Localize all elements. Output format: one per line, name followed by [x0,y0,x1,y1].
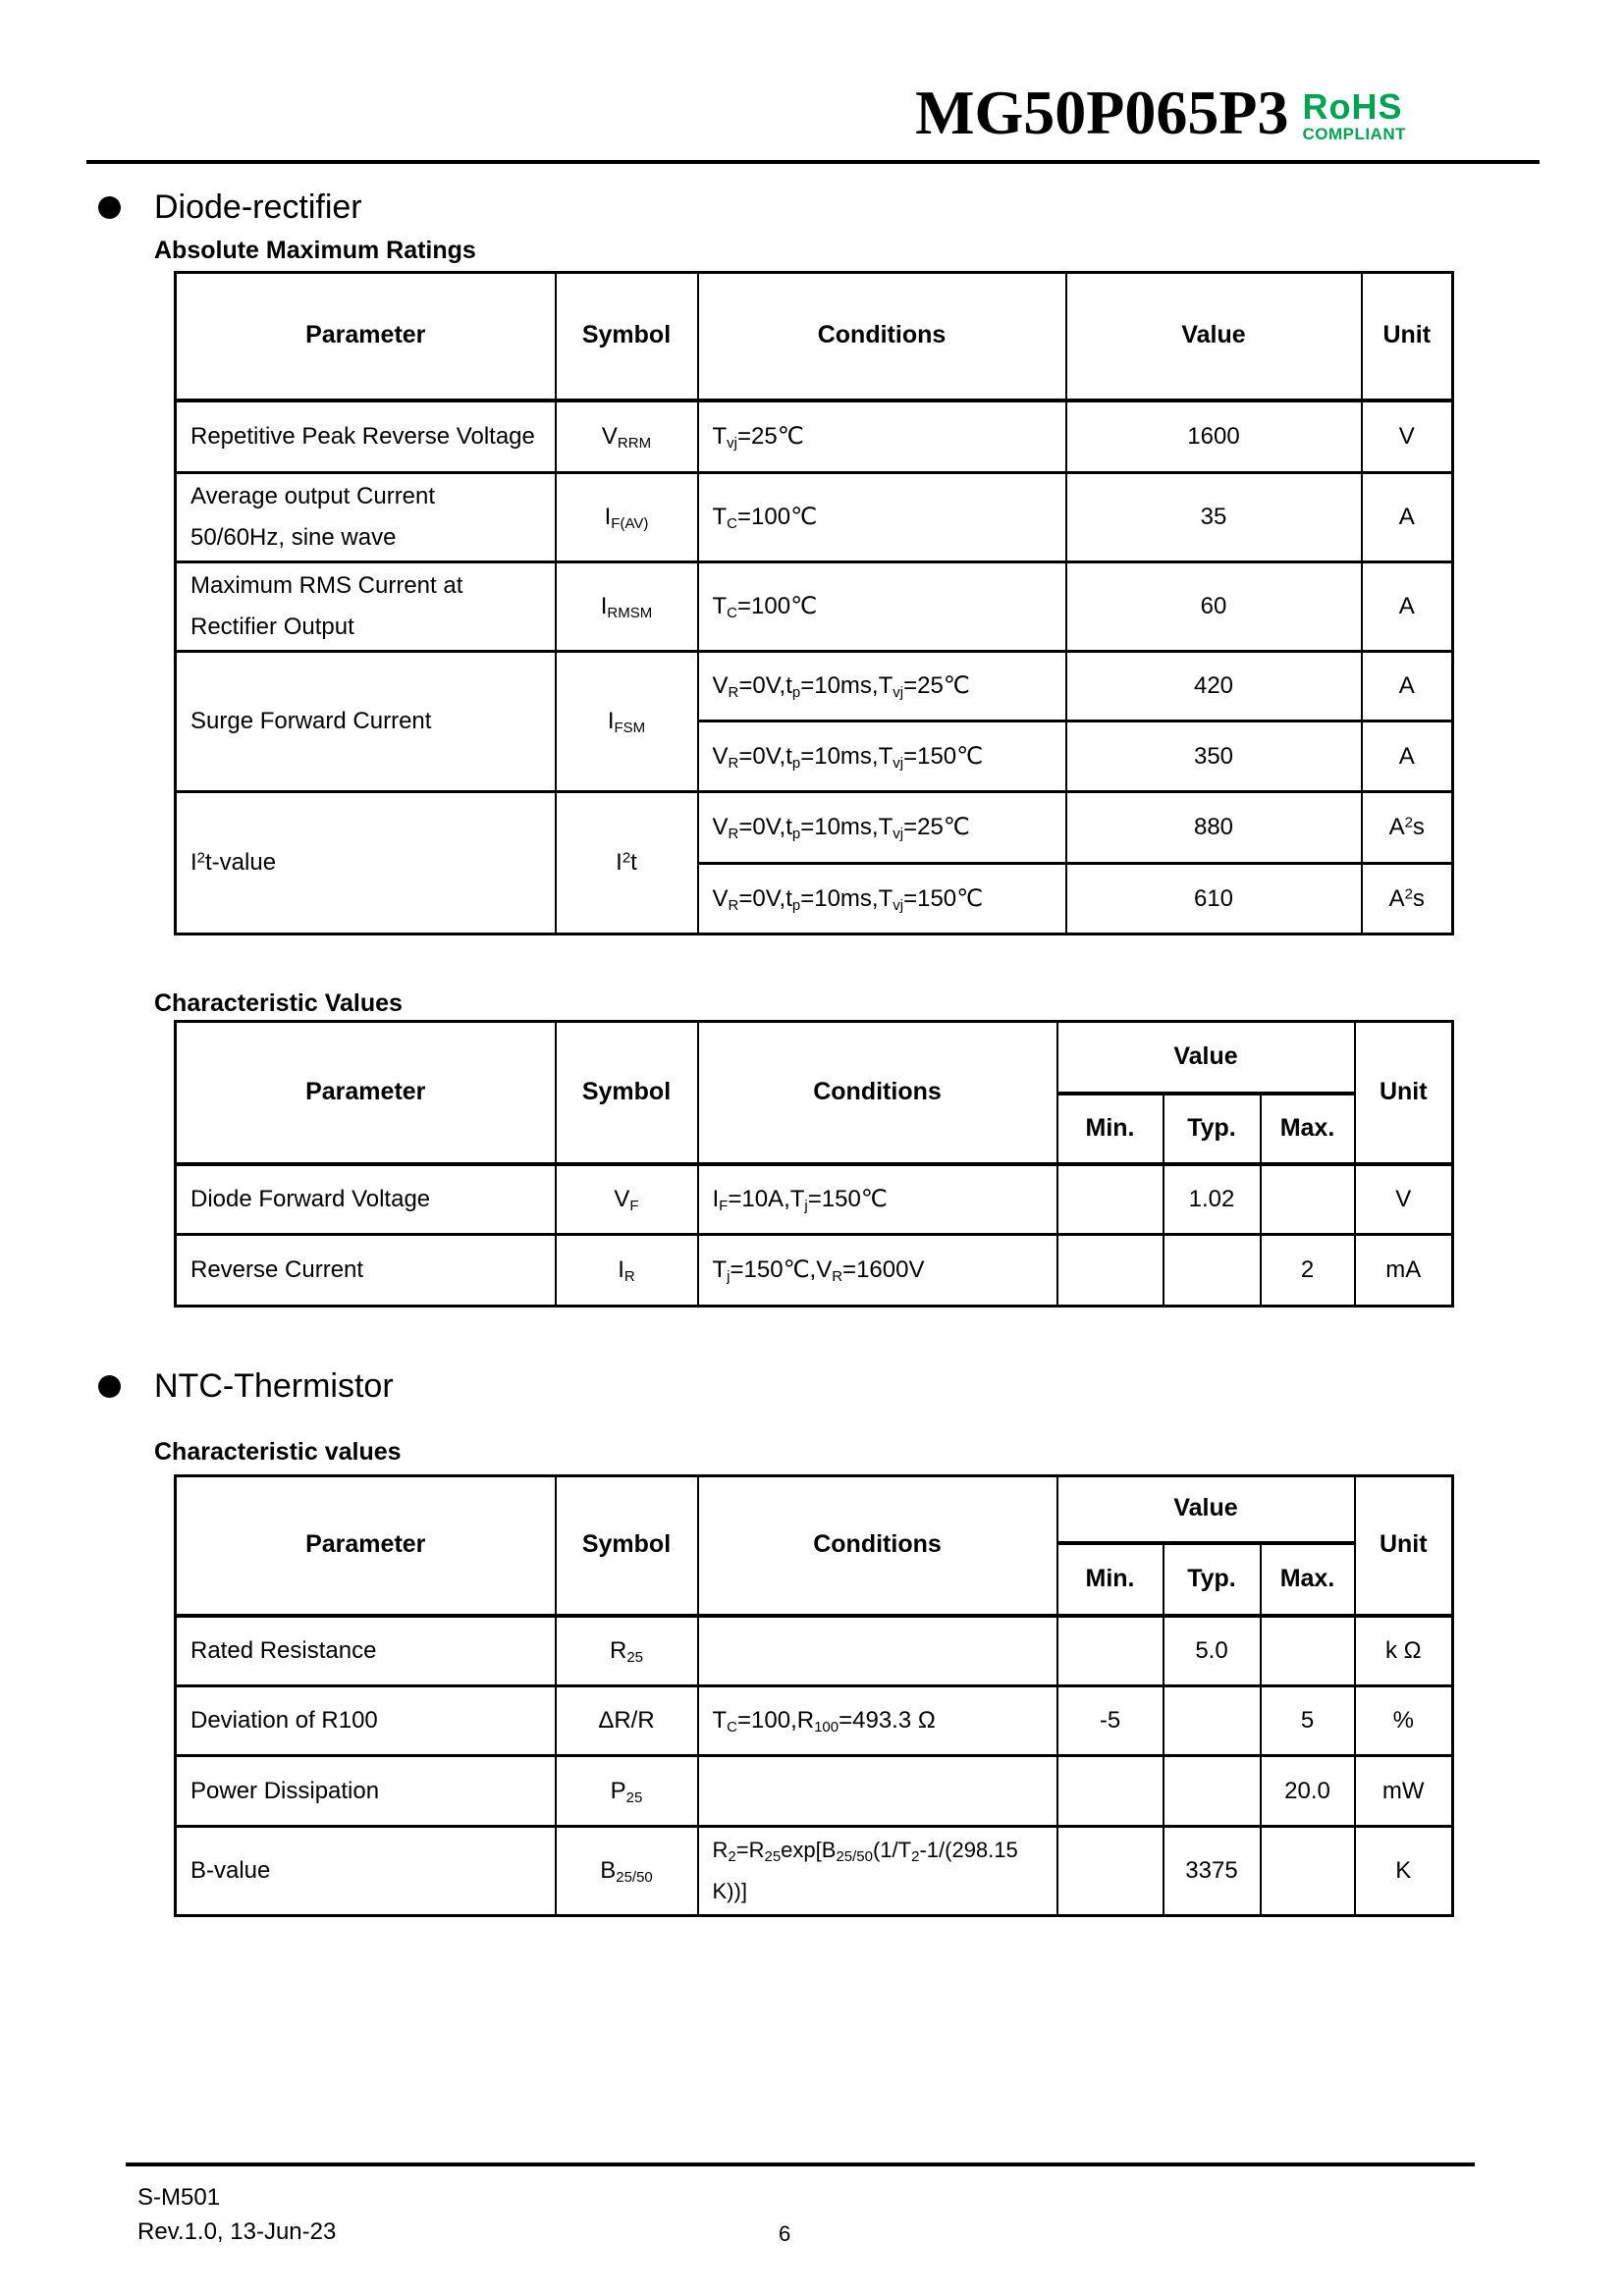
parameter-cell: Diode Forward Voltage [176,1164,556,1235]
symbol-cell: $I_R$ [556,1235,698,1307]
abs-max-table [174,271,1454,935]
table-header-row [176,1476,1453,1543]
typ-cell: 5.0 [1164,1616,1261,1686]
conditions-cell [698,1756,1057,1827]
col-parameter: Parameter [176,273,556,400]
parameter-cell: Rated Resistance [176,1616,556,1686]
col-symbol: Symbol [556,1022,698,1164]
table-row [176,1616,1453,1686]
max-cell: 5 [1261,1686,1355,1756]
symbol-cell: $P_{25}$ [556,1756,698,1827]
ntc-char-subtitle: Characteristic values [154,1438,402,1466]
unit-cell: A [1362,652,1453,721]
col-parameter: Parameter [176,1476,556,1616]
conditions-cell: $V_R=0V,t_p=10ms,T_{vj}=25℃$ [698,652,1066,721]
table-header-row [176,273,1453,400]
unit-cell: K [1355,1827,1453,1916]
conditions-cell: $V_R=0V,t_p=10ms,T_{vj}=25℃$ [698,792,1066,864]
symbol-cell: $I_{RMSM}$ [556,562,698,652]
doc-id: S-M501 [137,2184,221,2211]
abs-max-subtitle: Absolute Maximum Ratings [154,237,476,264]
unit-cell: $A^2s$ [1362,792,1453,864]
col-max: Max. [1261,1543,1355,1616]
col-min: Min. [1057,1094,1164,1164]
unit-cell: A [1362,721,1453,792]
min-cell: -5 [1057,1686,1164,1756]
max-cell [1261,1616,1355,1686]
unit-cell: mA [1355,1235,1453,1307]
table-row [176,652,1453,721]
typ-cell [1164,1686,1261,1756]
unit-cell: k Ω [1355,1616,1453,1686]
value-cell: 610 [1066,864,1362,934]
page-number: 6 [779,2221,791,2246]
col-max: Max. [1261,1094,1355,1164]
rohs-badge [1302,86,1406,144]
symbol-cell: $R_{25}$ [556,1616,698,1686]
symbol-cell: $I_{F(AV)}$ [556,473,698,562]
table-row [176,400,1453,473]
col-symbol: Symbol [556,1476,698,1616]
col-typ: Typ. [1164,1094,1261,1164]
unit-cell: A [1362,473,1453,562]
rohs-compliant-label: COMPLIANT [1302,124,1406,143]
parameter-cell: $I^2t$-value [176,792,556,934]
page-header [0,0,1624,160]
parameter-cell: Deviation of R100 [176,1686,556,1756]
diode-characteristic-table [174,1020,1454,1308]
conditions-cell: $I_F=10A,T_j=150℃$ [698,1164,1057,1235]
min-cell [1057,1827,1164,1916]
max-cell [1261,1164,1355,1235]
col-min: Min. [1057,1543,1164,1616]
table-row [176,1686,1453,1756]
value-cell: 35 [1066,473,1362,562]
typ-cell: 1.02 [1164,1164,1261,1235]
section-diode-rectifier [98,187,1624,227]
conditions-cell [698,1616,1057,1686]
parameter-cell: Maximum RMS Current at Rectifier Output [176,562,556,652]
conditions-cell: $T_C=100℃$ [698,562,1066,652]
max-cell: 20.0 [1261,1756,1355,1827]
table-row [176,1827,1453,1916]
table-row [176,1235,1453,1307]
min-cell [1057,1616,1164,1686]
col-typ: Typ. [1164,1543,1261,1616]
value-cell: 350 [1066,721,1362,792]
symbol-cell: $B_{25/50}$ [556,1827,698,1916]
ntc-characteristic-table [174,1474,1454,1917]
parameter-cell: Reverse Current [176,1235,556,1307]
rohs-label: RoHS [1302,86,1403,128]
diode-char-subtitle: Characteristic Values [154,989,403,1017]
revision: Rev.1.0, 13-Jun-23 [137,2218,337,2245]
value-cell: 60 [1066,562,1362,652]
table-row [176,792,1453,864]
symbol-cell: ΔR/R [556,1686,698,1756]
unit-cell: mW [1355,1756,1453,1827]
section-title-ntc: NTC-Thermistor [154,1367,394,1405]
symbol-cell: $V_F$ [556,1164,698,1235]
table-row [176,1756,1453,1827]
typ-cell [1164,1756,1261,1827]
conditions-cell: $T_j=150℃,V_R=1600V$ [698,1235,1057,1307]
parameter-cell: Power Dissipation [176,1756,556,1827]
col-value-group: Value [1057,1022,1355,1094]
table-row [176,473,1453,562]
min-cell [1057,1164,1164,1235]
bullet-icon [98,1375,121,1398]
symbol-cell: $I^2t$ [556,792,698,934]
conditions-cell: $T_C=100℃$ [698,473,1066,562]
value-cell: 420 [1066,652,1362,721]
symbol-cell: $V_{RRM}$ [556,400,698,473]
max-cell [1261,1827,1355,1916]
value-cell: 1600 [1066,400,1362,473]
header-divider [86,160,1540,164]
conditions-cell: $T_C=100,R_{100}=493.3$ Ω [698,1686,1057,1756]
col-conditions: Conditions [698,1022,1057,1164]
table-row [176,1164,1453,1235]
table-row [176,562,1453,652]
unit-cell: $A^2s$ [1362,864,1453,934]
conditions-cell: $T_{vj}=25℃$ [698,400,1066,473]
table-header-row [176,1022,1453,1094]
section-ntc-thermistor [98,1366,1624,1406]
parameter-cell: Repetitive Peak Reverse Voltage [176,400,556,473]
col-parameter: Parameter [176,1022,556,1164]
unit-cell: A [1362,562,1453,652]
footer-divider [126,2163,1475,2166]
conditions-cell: $V_R=0V,t_p=10ms,T_{vj}=150℃$ [698,864,1066,934]
col-conditions: Conditions [698,273,1066,400]
part-number: MG50P065P3 [915,78,1289,147]
col-conditions: Conditions [698,1476,1057,1616]
unit-cell: % [1355,1686,1453,1756]
col-unit: Unit [1362,273,1453,400]
min-cell [1057,1235,1164,1307]
typ-cell: 3375 [1164,1827,1261,1916]
col-value: Value [1066,273,1362,400]
parameter-cell: Average output Current 50/60Hz, sine wave [176,473,556,562]
section-title-diode: Diode-rectifier [154,188,362,226]
parameter-cell: Surge Forward Current [176,652,556,792]
value-cell: 880 [1066,792,1362,864]
parameter-cell: B-value [176,1827,556,1916]
col-unit: Unit [1355,1476,1453,1616]
conditions-cell: $R_2=R_{25}\exp[B_{25/50}(1/T_2-1/(298.15$ K))] [698,1827,1057,1916]
max-cell: 2 [1261,1235,1355,1307]
col-value-group: Value [1057,1476,1355,1543]
symbol-cell: $I_{FSM}$ [556,652,698,792]
bullet-icon [98,196,121,219]
col-symbol: Symbol [556,273,698,400]
col-unit: Unit [1355,1022,1453,1164]
unit-cell: V [1355,1164,1453,1235]
conditions-cell: $V_R=0V,t_p=10ms,T_{vj}=150℃$ [698,721,1066,792]
unit-cell: V [1362,400,1453,473]
typ-cell [1164,1235,1261,1307]
min-cell [1057,1756,1164,1827]
